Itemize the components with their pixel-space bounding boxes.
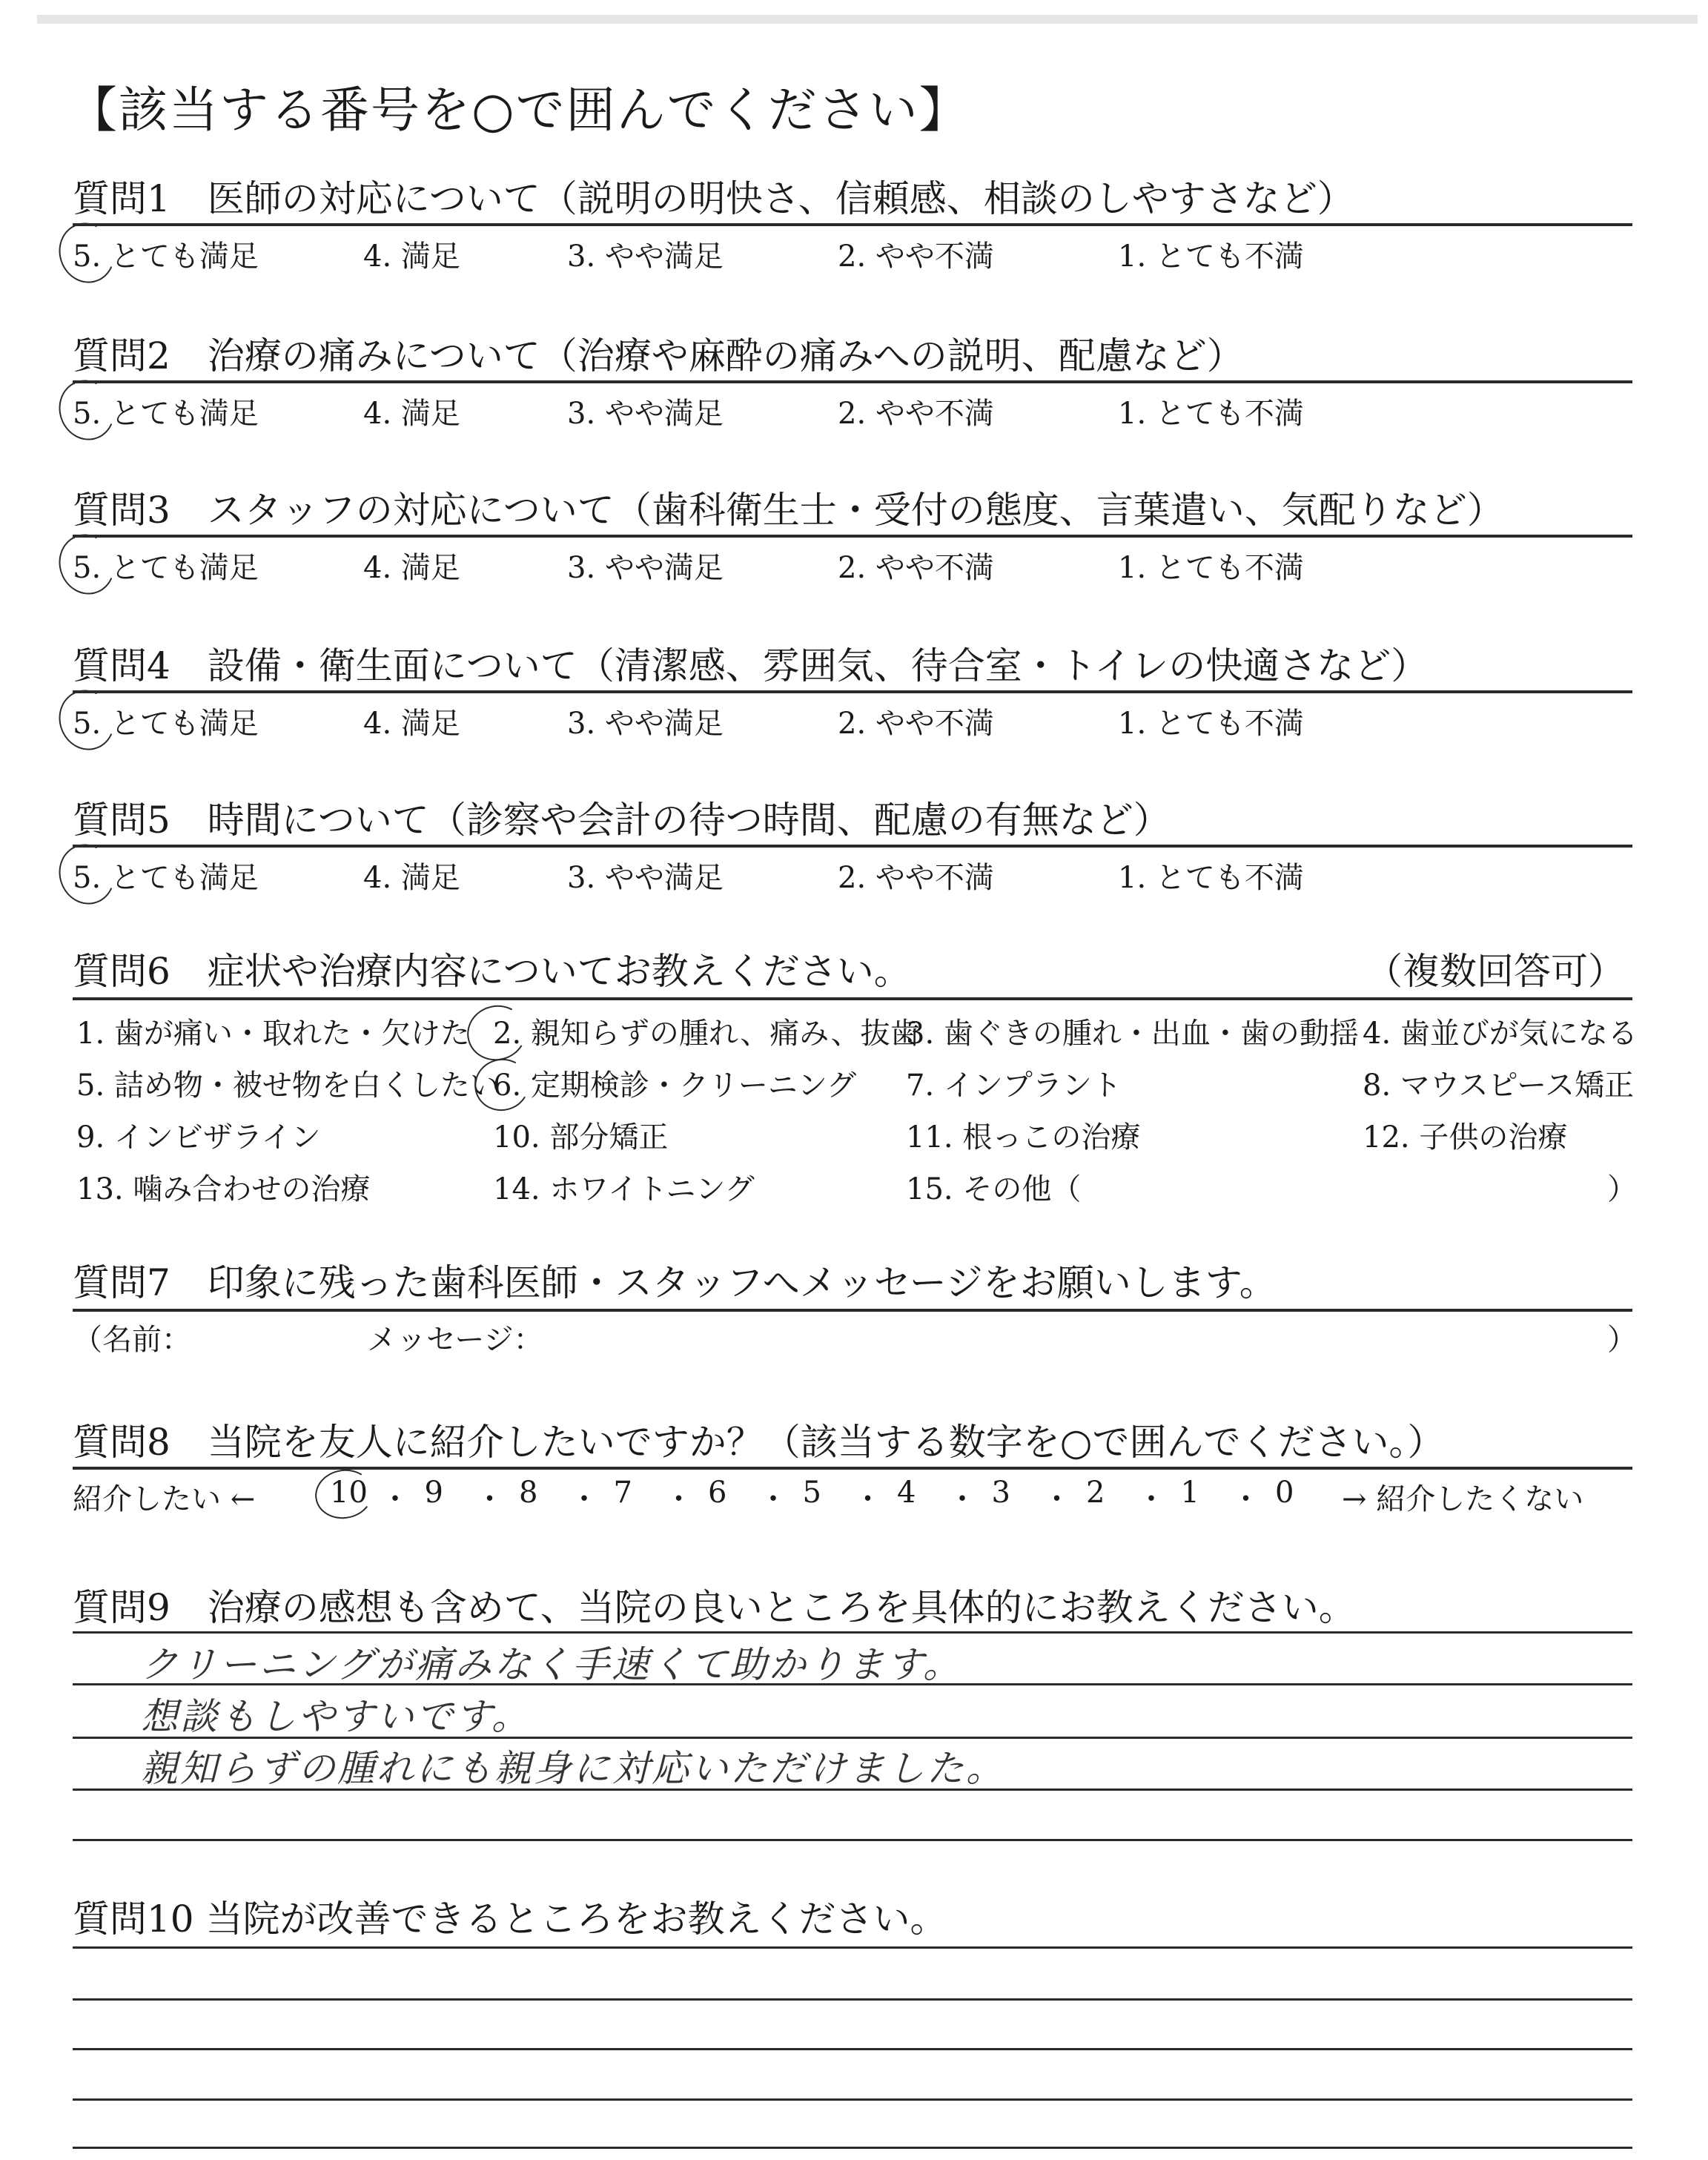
q3-option-2: 2. やや不満 xyxy=(838,551,994,585)
q6-option-5: 5. 詰め物・被せ物を白くしたい xyxy=(76,1069,500,1103)
q5-option-2: 2. やや不満 xyxy=(838,861,994,895)
q5-option-1: 1. とても不満 xyxy=(1118,861,1304,895)
q8-scale-3: 3 xyxy=(991,1476,1010,1510)
q7-name-label: （名前： xyxy=(73,1323,191,1357)
q5-option-5: 5. とても満足 xyxy=(73,861,259,895)
q6-option-9: 9. インビザライン xyxy=(76,1120,321,1155)
instruction-header: 【該当する番号を○で囲んでください】 xyxy=(68,82,970,139)
q6-other-close-paren: ） xyxy=(1607,1172,1637,1206)
q8-scale-separator: ・ xyxy=(1042,1482,1072,1516)
q6-option-11: 11. 根っこの治療 xyxy=(906,1120,1141,1155)
q1-circle-mark xyxy=(50,215,123,291)
q8-scale-10: 10 xyxy=(330,1476,368,1510)
q4-option-3: 3. やや満足 xyxy=(567,707,724,741)
q9-line xyxy=(73,1631,1632,1634)
q3-rule xyxy=(73,535,1632,538)
q6-option-10: 10. 部分矯正 xyxy=(493,1120,669,1155)
q8-scale-2: 2 xyxy=(1086,1476,1105,1510)
q5-rule xyxy=(73,845,1632,848)
q8-scale-separator: ・ xyxy=(663,1482,694,1516)
q10-line xyxy=(73,1998,1632,2001)
q3-title: 質問3 スタッフの対応について（歯科衛生士・受付の態度、言葉遣い、気配りなど） xyxy=(73,489,1504,532)
q8-circle-10 xyxy=(311,1465,377,1524)
q6-rule xyxy=(73,997,1632,1000)
q1-option-3: 3. やや満足 xyxy=(567,240,724,274)
q4-title: 質問4 設備・衛生面について（清潔感、雰囲気、待合室・トイレの快適さなど） xyxy=(73,644,1429,687)
q8-scale-4: 4 xyxy=(897,1476,916,1510)
q8-scale-6: 6 xyxy=(708,1476,727,1510)
q6-option-7: 7. インプラント xyxy=(906,1069,1122,1103)
q1-option-1: 1. とても不満 xyxy=(1118,240,1304,274)
q8-title: 質問8 当院を友人に紹介したいですか？（該当する数字を○で囲んでください。） xyxy=(73,1421,1445,1464)
q8-rule xyxy=(73,1467,1632,1470)
q2-option-1: 1. とても不満 xyxy=(1118,397,1304,431)
q5-circle-mark xyxy=(50,836,123,912)
q1-title: 質問1 医師の対応について（説明の明快さ、信頼感、相談のしやすさなど） xyxy=(73,177,1354,220)
q5-title: 質問5 時間について（診察や会計の待つ時間、配慮の有無など） xyxy=(73,799,1171,842)
q8-left-label: 紹介したい ← xyxy=(73,1482,256,1516)
q1-rule xyxy=(73,223,1632,226)
q8-scale-9: 9 xyxy=(424,1476,443,1510)
q8-scale-separator: ・ xyxy=(474,1482,505,1516)
q9-line xyxy=(73,1839,1632,1841)
q3-option-3: 3. やや満足 xyxy=(567,551,724,585)
q6-option-14: 14. ホワイトニング xyxy=(493,1172,755,1206)
q2-circle-mark xyxy=(50,372,123,448)
q7-close-paren: ） xyxy=(1607,1323,1637,1357)
q7-title: 質問7 印象に残った歯科医師・スタッフへメッセージをお願いします。 xyxy=(73,1261,1277,1304)
q10-title: 質問10 当院が改善できるところをお教えください。 xyxy=(73,1898,947,1941)
q6-circle-2 xyxy=(461,999,532,1067)
q1-option-5: 5. とても満足 xyxy=(73,240,259,274)
q10-line xyxy=(73,1946,1632,1949)
q8-scale-separator: ・ xyxy=(947,1482,977,1516)
q2-option-2: 2. やや不満 xyxy=(838,397,994,431)
q8-scale-separator: ・ xyxy=(380,1482,410,1516)
q6-note: （複数回答可） xyxy=(1366,950,1625,993)
q6-option-4: 4. 歯並びが気になる xyxy=(1363,1017,1638,1051)
q5-option-4: 4. 満足 xyxy=(363,861,460,895)
q8-scale-7: 7 xyxy=(613,1476,632,1510)
q2-rule xyxy=(73,380,1632,383)
q4-circle-mark xyxy=(50,682,123,758)
q8-scale-separator: ・ xyxy=(569,1482,599,1516)
q8-scale-separator: ・ xyxy=(1231,1482,1261,1516)
q4-rule xyxy=(73,690,1632,693)
q3-option-4: 4. 満足 xyxy=(363,551,460,585)
q2-option-5: 5. とても満足 xyxy=(73,397,259,431)
q9-answer-line-3: 親知らずの腫れにも親身に対応いただけました。 xyxy=(141,1747,1005,1790)
scan-edge xyxy=(37,15,1698,24)
q8-scale-separator: ・ xyxy=(758,1482,788,1516)
q9-title: 質問9 治療の感想も含めて、当院の良いところを具体的にお教えください。 xyxy=(73,1586,1356,1629)
q8-scale-0: 0 xyxy=(1275,1476,1294,1510)
q4-option-5: 5. とても満足 xyxy=(73,707,259,741)
q8-scale-separator: ・ xyxy=(1136,1482,1166,1516)
q8-scale-5: 5 xyxy=(802,1476,821,1510)
q10-line xyxy=(73,2098,1632,2101)
q5-option-3: 3. やや満足 xyxy=(567,861,724,895)
q10-line xyxy=(73,2048,1632,2050)
q7-message-label: メッセージ： xyxy=(367,1323,543,1357)
q8-scale-1: 1 xyxy=(1180,1476,1199,1510)
q8-scale-8: 8 xyxy=(519,1476,538,1510)
q6-option-13: 13. 噛み合わせの治療 xyxy=(76,1172,371,1206)
q4-option-1: 1. とても不満 xyxy=(1118,707,1304,741)
q3-option-5: 5. とても満足 xyxy=(73,551,259,585)
q9-answer-line-1: クリーニングが痛みなく手速くて助かります。 xyxy=(141,1643,962,1686)
q6-option-2: 2. 親知らずの腫れ、痛み、抜歯 xyxy=(493,1017,920,1051)
q9-answer-line-2: 想談もしやすいです。 xyxy=(141,1695,531,1738)
q6-title: 質問6 症状や治療内容についてお教えください。 xyxy=(73,950,911,993)
q4-option-4: 4. 満足 xyxy=(363,707,460,741)
q8-scale-separator: ・ xyxy=(853,1482,883,1516)
q1-option-4: 4. 満足 xyxy=(363,240,460,274)
q4-option-2: 2. やや不満 xyxy=(838,707,994,741)
q6-option-1: 1. 歯が痛い・取れた・欠けた xyxy=(76,1017,470,1051)
q6-option-8: 8. マウスピース矯正 xyxy=(1363,1069,1635,1103)
q6-option-15: 15. その他（ xyxy=(906,1172,1082,1206)
q6-option-12: 12. 子供の治療 xyxy=(1363,1120,1568,1155)
q2-title: 質問2 治療の痛みについて（治療や麻酔の痛みへの説明、配慮など） xyxy=(73,334,1244,377)
q8-right-label: → 紹介したくない xyxy=(1342,1482,1584,1516)
q3-circle-mark xyxy=(50,526,123,602)
q6-option-6: 6. 定期検診・クリーニング xyxy=(493,1069,857,1103)
q10-line xyxy=(73,2147,1632,2149)
q7-rule xyxy=(73,1309,1632,1312)
q2-option-4: 4. 満足 xyxy=(363,397,460,431)
q1-option-2: 2. やや不満 xyxy=(838,240,994,274)
q6-option-3: 3. 歯ぐきの腫れ・出血・歯の動揺 xyxy=(906,1017,1359,1051)
q3-option-1: 1. とても不満 xyxy=(1118,551,1304,585)
q2-option-3: 3. やや満足 xyxy=(567,397,724,431)
